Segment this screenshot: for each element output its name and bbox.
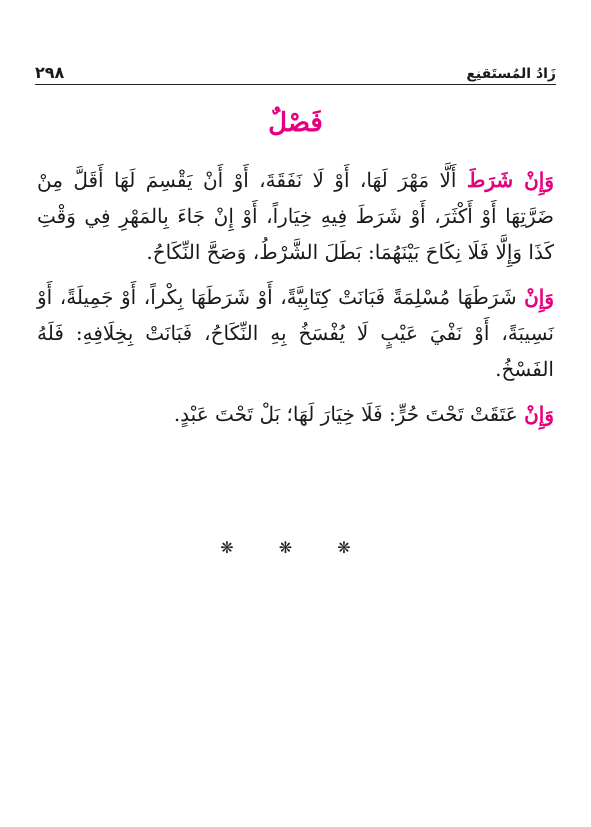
paragraph-lead: وَإِنْ <box>524 285 554 309</box>
running-book-title: زَادُ المُستَقنِع <box>466 66 556 82</box>
paragraph <box>37 162 554 270</box>
page-number: ٢٩٨ <box>35 63 65 82</box>
page-header <box>35 58 556 82</box>
section-divider-stars: ❋ ❋ ❋ <box>220 538 371 557</box>
paragraph-text: شَرَطَهَا مُسْلِمَةً فَبَانَتْ كِتَابِيَّةً، أَوْ شَرَطَهَا بِكْراً، أَوْ جَمِيلَةً، أَوْ نَسِيبَةً، أَوْ نَفْيَ عَيْبٍ لَا يُفْسَخُ بِهِ النِّكَاحُ، فَبَانَتْ بِخِلَافِهِ: فَلَهُ الفَسْخُ. <box>37 285 554 381</box>
paragraph-text: عَتَقَتْ تَحْتَ حُرٍّ: فَلَا خِيَارَ لَهَا؛ بَلْ تَحْتَ عَبْدٍ. <box>173 402 525 426</box>
paragraph <box>37 279 554 387</box>
paragraph <box>37 396 554 432</box>
paragraph-lead: وَإِنْ <box>524 402 554 426</box>
section-heading: فَصْلٌ <box>268 108 323 138</box>
header-rule <box>35 84 556 85</box>
paragraph-lead: وَإِنْ شَرَطَ <box>466 168 555 192</box>
paragraph-text: أَلَّا مَهْرَ لَهَا، أَوْ لَا نَفَقَةَ، أَوْ أَنْ يَقْسِمَ لَهَا أَقَلَّ مِنْ ضَرَّتِهَا أَوْ أَكْثَرَ، أَوْ شَرَطَ فِيهِ خِيَاراً، أَوْ إِنْ جَاءَ بِالمَهْرِ فِي وَقْتِ كَذَا وَإِلَّا فَلَا نِكَاحَ بَيْنَهُمَا: بَطَلَ الشَّرْطُ، وَصَحَّ النِّكَاحُ. <box>37 168 554 264</box>
main-text <box>37 162 554 441</box>
